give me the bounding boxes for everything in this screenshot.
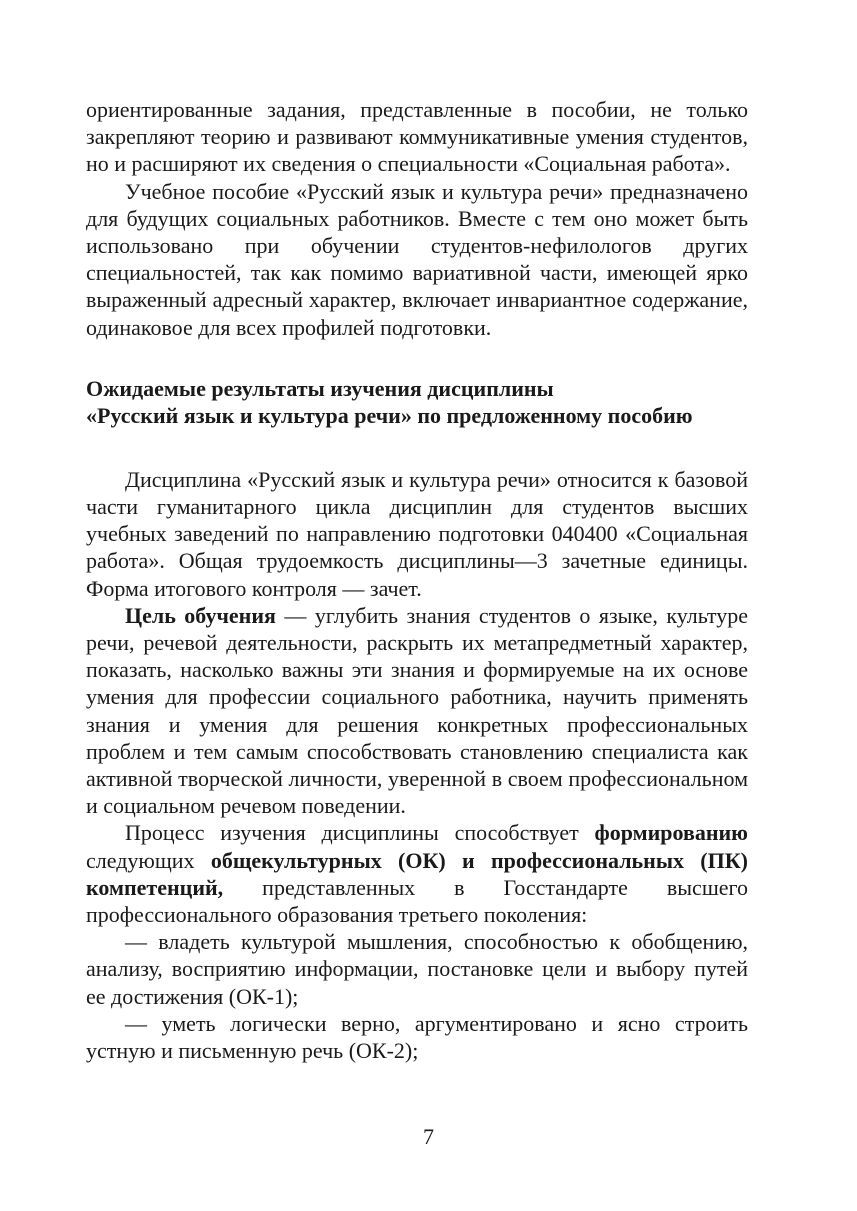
- process-text-c: следующих: [86, 847, 211, 873]
- section-heading-line2: «Русский язык и культура речи» по предложенному пособию: [86, 403, 693, 429]
- goal-label: Цель обучения: [125, 602, 276, 628]
- page-body: [86, 96, 748, 1064]
- process-bold-d: общекультурных (ОК) и профессиональных (ПК) компетенций,: [86, 847, 749, 900]
- section-heading-line1: Ожидаемые результаты изучения дисциплины: [86, 375, 554, 401]
- page-number: 7: [423, 1124, 434, 1149]
- intro-paragraph-continued: ориентированные задания, представленные в пособии, не только закрепляют теорию и развивают коммуникативные умения студентов, но и расширяют их сведения о специальности «Социальная работа».: [86, 97, 748, 177]
- goal-text: — углубить знания студентов о языке, культуре речи, речевой деятельности, раскрыть их метапредметный характер, показать, насколько важны эти знания и формируемые на их основе умения для профессии социального работника, научить применять знания и умения для решения конкретных профессиональных проблем и тем самым способствовать становлению специалиста как активной творческой личности, уверенной в своем профессиональном и социальном речевом поведении.: [86, 602, 748, 819]
- competence-item-ok1: — владеть культурой мышления, способностью к обобщению, анализу, восприятию информации, постановке цели и выбору путей ее достижения (ОК-1);: [86, 929, 748, 1009]
- process-paragraph: [86, 819, 748, 928]
- process-text-e: представленных в Госстандарте высшего профессионального образования третьего поколения:: [86, 874, 748, 928]
- discipline-paragraph: Дисциплина «Русский язык и культура речи» относится к базовой части гуманитарного цикла дисциплин для студентов высших учебных заведений по направлению подготовки 040400 «Социальная работа». Общая трудоемкость дисциплины—3 зачетные единицы. Форма итогового контроля — зачет.: [86, 466, 748, 601]
- process-text-a: Процесс изучения дисциплины способствует: [125, 820, 595, 846]
- process-bold-b: формированию: [594, 820, 748, 846]
- intro-paragraph: Учебное пособие «Русский язык и культура речи» предназначено для будущих социальных работников. Вместе с тем оно может быть использовано при обучении студентов-нефилологов других специальностей, так как помимо вариативной части, имеющей ярко выраженный адресный характер, включает инвариантное содержание, одинаковое для всех профилей подготовки.: [86, 178, 748, 340]
- goal-paragraph: [86, 602, 748, 820]
- competence-item-ok2: — уметь логически верно, аргументировано и ясно строить устную и письменную речь (ОК-2);: [86, 1010, 748, 1064]
